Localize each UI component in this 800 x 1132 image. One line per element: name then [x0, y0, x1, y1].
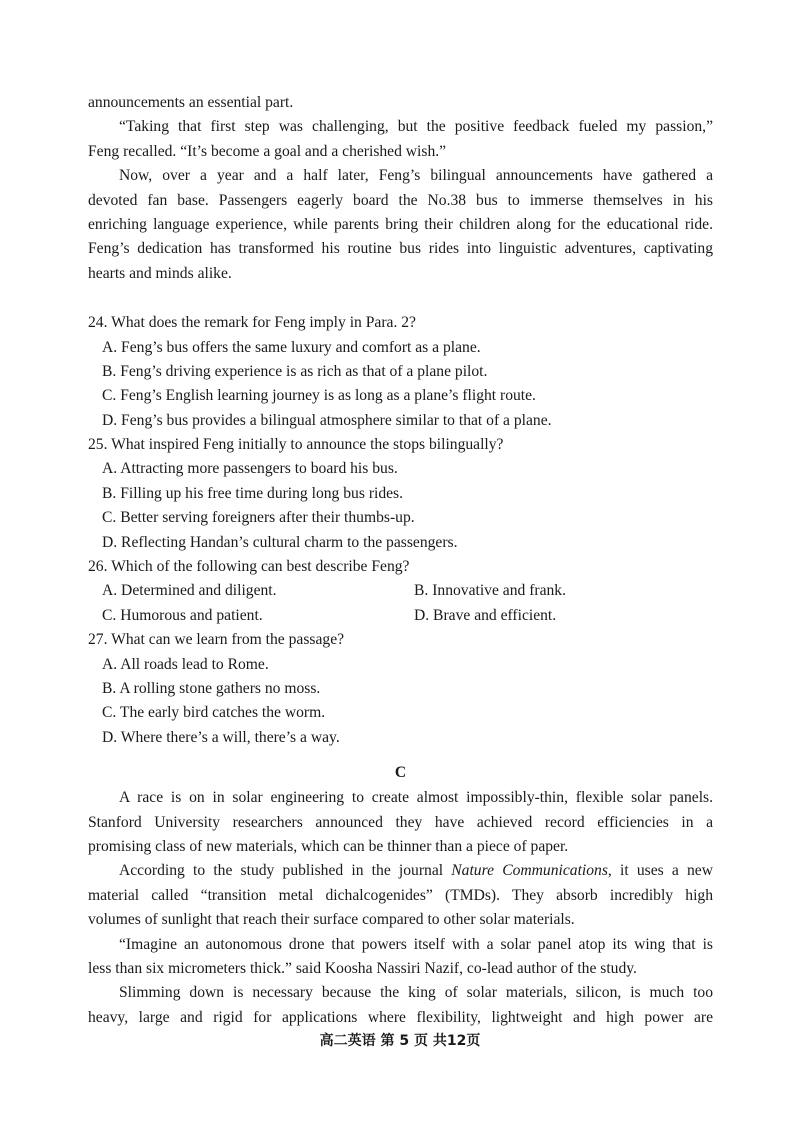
text-line: devoted fan base. Passengers eagerly board the No.38 bus to immerse themselves in his: [88, 191, 713, 209]
text-line: Stanford University researchers announced they have achieved record efficiencies in a: [88, 813, 713, 831]
text-line: enriching language experience, while parents bring their children along for the educational ride.: [88, 215, 713, 233]
option: A. All roads lead to Rome.: [102, 655, 269, 673]
text-line: “Taking that first step was challenging, but the positive feedback fueled my passion,”: [119, 118, 713, 136]
question-stem: 24. What does the remark for Feng imply in Para. 2?: [88, 314, 416, 332]
question-26: [88, 555, 713, 628]
option: D. Where there’s a will, there’s a way.: [102, 728, 340, 746]
option: D. Feng’s bus provides a bilingual atmosphere similar to that of a plane.: [102, 411, 552, 429]
text-line: announcements an essential part.: [88, 94, 294, 111]
option: B. Feng’s driving experience is as rich as that of a plane pilot.: [102, 362, 488, 380]
text-line: Slimming down is necessary because the king of solar materials, silicon, is much too: [119, 984, 713, 1002]
question-24: [88, 311, 713, 433]
question-stem: 27. What can we learn from the passage?: [88, 631, 345, 649]
text-span: , it uses a new: [607, 862, 713, 880]
text-line: Feng’s dedication has transformed his routine bus rides into linguistic adventures, captivating: [88, 240, 713, 258]
question-stem: 26. Which of the following can best describe Feng?: [88, 558, 410, 576]
option: A. Feng’s bus offers the same luxury and comfort as a plane.: [102, 338, 481, 356]
text-line: less than six micrometers thick.” said Koosha Nassiri Nazif, co-lead author of the study.: [88, 959, 637, 977]
option: C. The early bird catches the worm.: [102, 704, 326, 722]
text-line: heavy, large and rigid for applications where flexibility, lightweight and high power are: [88, 1008, 713, 1026]
option: C. Humorous and patient.: [102, 606, 263, 624]
question-stem: 25. What inspired Feng initially to announce the stops bilingually?: [88, 436, 504, 454]
option: C. Feng’s English learning journey is as long as a plane’s flight route.: [102, 387, 536, 405]
option: A. Determined and diligent.: [102, 582, 277, 600]
text-line: [88, 859, 713, 883]
exam-page: [88, 91, 713, 1030]
option: B. Innovative and frank.: [414, 582, 566, 600]
option: B. Filling up his free time during long bus rides.: [102, 484, 404, 502]
option: D. Brave and efficient.: [414, 606, 557, 624]
text-line: “Imagine an autonomous drone that powers itself with a solar panel atop its wing that is: [119, 935, 713, 953]
text-line: Feng recalled. “It’s become a goal and a cherished wish.”: [88, 142, 447, 160]
question-25: [88, 433, 713, 555]
text-line: promising class of new materials, which can be thinner than a piece of paper.: [88, 837, 569, 855]
page-footer: 高二英语 第 5 页 共12页: [319, 1033, 481, 1049]
text-span: According to the study published in the journal: [119, 862, 452, 880]
text-line: A race is on in solar engineering to create almost impossibly-thin, flexible solar panels.: [119, 789, 713, 807]
text-line: volumes of sunlight that reach their surface compared to other solar materials.: [88, 911, 575, 929]
journal-name: Nature Communications: [451, 862, 608, 880]
text-line: material called “transition metal dichalcogenides” (TMDs). They absorb incredibly high: [88, 886, 713, 904]
option: D. Reflecting Handan’s cultural charm to the passengers.: [102, 533, 458, 551]
text-line: Now, over a year and a half later, Feng’s bilingual announcements have gathered a: [119, 167, 713, 185]
question-27: [88, 628, 713, 750]
section-heading: C: [394, 764, 407, 782]
option: B. A rolling stone gathers no moss.: [102, 679, 321, 697]
text-line: hearts and minds alike.: [88, 264, 232, 282]
option: C. Better serving foreigners after their thumbs-up.: [102, 509, 415, 527]
option: A. Attracting more passengers to board his bus.: [102, 460, 398, 478]
